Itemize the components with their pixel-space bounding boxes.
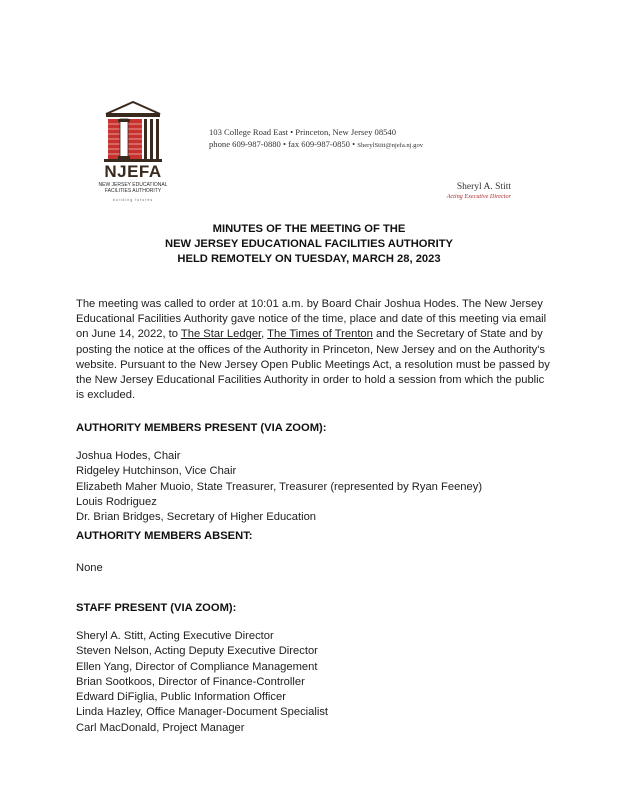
- newspaper-times-of-trenton: The Times of Trenton: [267, 328, 373, 341]
- staff-present-heading: STAFF PRESENT (VIA ZOOM):: [76, 602, 237, 614]
- letterhead-address: [209, 126, 423, 152]
- email-link[interactable]: SherylStitt@njefa.nj.gov: [357, 142, 424, 149]
- list-item: Ellen Yang, Director of Compliance Management: [76, 660, 318, 673]
- list-item: Dr. Brian Bridges, Secretary of Higher Education: [76, 511, 317, 524]
- signer-block: [447, 182, 511, 200]
- list-item: Sheryl A. Stitt, Acting Executive Director: [76, 630, 274, 642]
- list-item: Ridgeley Hutchinson, Vice Chair: [76, 465, 237, 478]
- phone-fax: phone 609-987-0880 • fax 609-987-0850 •: [209, 139, 358, 149]
- logo-tagline: building futures: [112, 198, 154, 202]
- signer-title: Acting Executive Director: [446, 193, 511, 200]
- logo-wordmark: NJEFA: [104, 162, 162, 181]
- newspaper-star-ledger: The Star Ledger: [180, 328, 262, 341]
- members-present-list: [76, 449, 482, 525]
- list-item: Carl MacDonald, Project Manager: [76, 721, 245, 734]
- list-item: Brian Sootkoos, Director of Finance-Controller: [76, 675, 305, 688]
- contact-line: [209, 138, 423, 152]
- members-absent-heading: AUTHORITY MEMBERS ABSENT:: [76, 530, 253, 542]
- building-emblem-icon: [98, 100, 168, 162]
- intro-separator: ,: [261, 328, 268, 341]
- list-item: Joshua Hodes, Chair: [76, 450, 181, 462]
- title-line-3: HELD REMOTELY ON TUESDAY, MARCH 28, 2023: [177, 253, 441, 265]
- document-title: [0, 222, 618, 267]
- intro-text-2: and the Secretary of State and by posting the notice at the offices of the Authority in Princeton, New Jersey and on the Authority's website. Pursuant to the New Jersey Open Public Meetings Act, a resolution must be passed by the New Jersey Educational Facilities Authority in order to hold a session from which the public is excluded.: [76, 328, 550, 402]
- list-item: Edward DiFiglia, Public Information Officer: [76, 691, 286, 704]
- logo-subtitle: NEW JERSEY EDUCATIONAL FACILITIES AUTHORITY: [98, 182, 168, 194]
- members-present-heading: AUTHORITY MEMBERS PRESENT (VIA ZOOM):: [76, 422, 327, 434]
- staff-present-list: [76, 629, 328, 736]
- list-item: Steven Nelson, Acting Deputy Executive Director: [76, 645, 318, 658]
- list-item: Linda Hazley, Office Manager-Document Specialist: [76, 706, 329, 719]
- address-line: 103 College Road East • Princeton, New Jersey 08540: [209, 127, 397, 137]
- list-item: Elizabeth Maher Muoio, State Treasurer, Treasurer (represented by Ryan Feeney): [76, 480, 483, 493]
- signer-name: Sheryl A. Stitt: [456, 182, 511, 192]
- intro-paragraph: [76, 297, 552, 403]
- intro-text-1: The meeting was called to order at 10:01 a.m. by Board Chair Joshua Hodes. The New Jersey Educational Facilities Authority gave notice of the time, place and date of this meeting via email on June 14, 2022, to: [76, 298, 547, 341]
- members-absent-list: [76, 561, 103, 576]
- title-line-2: NEW JERSEY EDUCATIONAL FACILITIES AUTHORITY: [165, 238, 453, 250]
- list-item: None: [76, 562, 103, 574]
- title-line-1: MINUTES OF THE MEETING OF THE: [212, 223, 406, 235]
- list-item: Louis Rodriguez: [76, 495, 157, 508]
- njefa-logo: [98, 100, 168, 210]
